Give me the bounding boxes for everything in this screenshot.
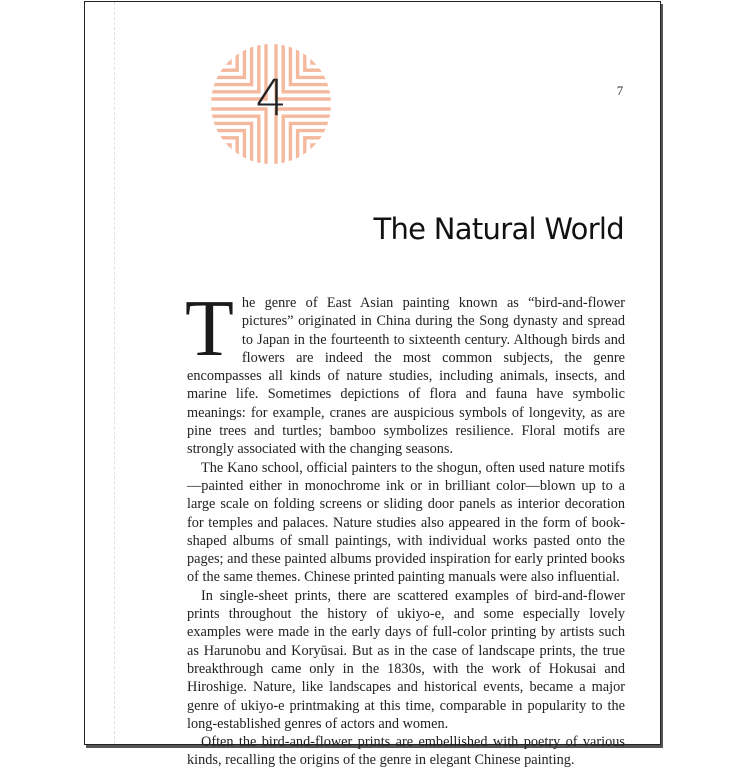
emblem-stroke <box>210 152 223 165</box>
emblem-stroke <box>326 159 332 165</box>
emblem-stroke <box>210 131 244 165</box>
emblem-stroke <box>210 159 216 165</box>
paragraph: The Kano school, official painters to the shogun, often used nature motifs—painted either in monochrome ink or in brilliant color—blown up to a large scale on folding screens or sliding door panels as interior decoration for temples and palaces. Nature studies also appeared in the form of book-shaped albums of small paintings, with individual works pasted onto the pages; and these painted albums provided inspiration for early printed books of the same themes. Chinese printed painting manuals were also influential. <box>187 459 625 586</box>
emblem-stroke <box>326 43 332 49</box>
emblem-stroke <box>319 152 332 165</box>
emblem-stroke <box>210 145 230 165</box>
emblem-stroke <box>210 138 237 165</box>
page-number: 7 <box>616 83 624 98</box>
body-text <box>185 285 625 770</box>
paragraph: Often the bird-and-flower prints are embellished with poetry of various kinds, recalling the origins of the genre in elegant Chinese painting. <box>187 734 625 769</box>
chapter-title: The Natural World <box>373 212 624 246</box>
emblem-stroke <box>305 43 332 70</box>
paragraph: In single-sheet prints, there are scattered examples of bird-and-flower prints throughout the history of ukiyo-e, and some especially lovely examples were made in the early days of full-color printing by artists such as Harunobu and Koryūsai. But as in the case of landscape prints, the true breakthrough came only in the 1830s, with the work of Hokusai and Hiroshige. Nature, like landscapes and historical events, became a major genre of ukiyo-e printmaking at this time, comparable in popularity to the long-established genres of actors and women. <box>187 587 625 732</box>
paragraph-text: he genre of East Asian painting known as “bird-and-flower pictures” originated in China during the Song dynasty and spread to Japan in the fourteenth to sixteenth century. Although birds and flowers are indeed the most common subjects, the genre encompasses all kinds of nature studies, including animals, insects, and marine life. Sometimes depictions of flora and fauna have symbolic meanings: for example, cranes are auspicious symbols of longevity, as are pine trees and turtles; bamboo symbolizes resilience. Floral motifs are strongly associated with the changing seasons. <box>187 295 625 458</box>
drop-cap: T <box>185 285 234 373</box>
emblem-stroke <box>210 43 237 70</box>
page-gutter <box>114 2 115 744</box>
paragraph <box>185 285 625 459</box>
emblem-stroke <box>210 43 216 49</box>
chapter-number: 4 <box>255 69 287 127</box>
emblem-stroke <box>312 145 332 165</box>
emblem-stroke <box>305 138 332 165</box>
emblem-stroke <box>312 43 332 63</box>
emblem-stroke <box>319 43 332 56</box>
emblem-stroke <box>298 131 332 165</box>
emblem-stroke <box>210 43 230 63</box>
emblem-stroke <box>210 43 223 56</box>
